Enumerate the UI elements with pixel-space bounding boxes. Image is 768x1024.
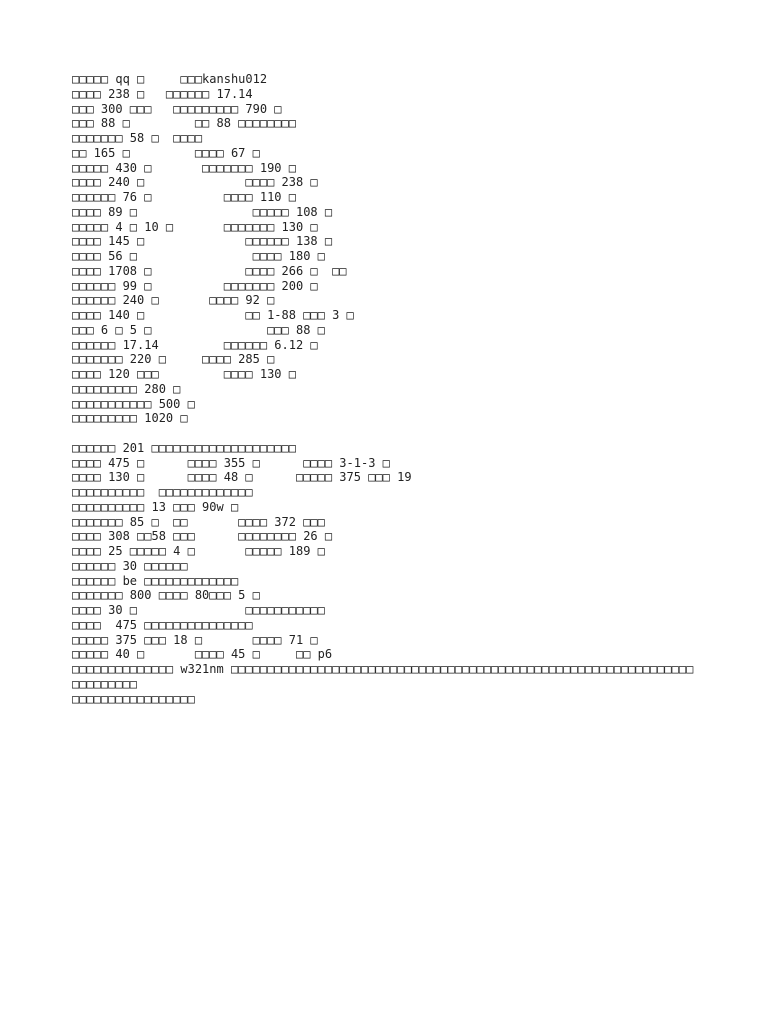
- document-line: □□□□ 130 □ □□□□ 48 □ □□□□□ 375 □□□ 19: [72, 470, 412, 485]
- document-line: □□□□ 30 □ □□□□□□□□□□□: [72, 603, 325, 617]
- document-line: □□□□□ qq □ □□□kanshu012: [72, 72, 268, 86]
- document-line: □□□□ 89 □ □□□□□ 108 □: [72, 204, 333, 219]
- document-line: □□□□ 475 □□□□□□□□□□□□□□□: [72, 617, 253, 632]
- document-line: □□□ 300 □□□ □□□□□□□□□ 790 □: [72, 101, 282, 116]
- document-line: □□□□ 120 □□□ □□□□ 130 □: [72, 367, 296, 381]
- document-line: □□□□□□ 99 □ □□□□□□□ 200 □: [72, 278, 318, 293]
- document-line: [72, 426, 712, 441]
- document-line: □□□ 88 □ □□ 88 □□□□□□□□: [72, 116, 296, 131]
- document-line: □□□□□□□□□ 280 □: [72, 381, 181, 396]
- document-line: □□□□□□□ 58 □ □□□□: [72, 131, 203, 145]
- document-line: □□□□□□□□□□□ 500 □: [72, 396, 195, 411]
- document-line: □□□□ 475 □ □□□□ 355 □ □□□□ 3-1-3 □: [72, 455, 390, 470]
- document-line: □□□□□□□ 85 □ □□ □□□□ 372 □□□: [72, 514, 325, 529]
- document-line: □□□□ 1708 □ □□□□ 266 □ □□: [72, 263, 347, 278]
- document-line: □□□□□□□□□: [72, 676, 138, 691]
- document-line: □□□□□□□ 220 □ □□□□ 285 □: [72, 352, 275, 367]
- document-line: □□□□□□□□□ 1020 □: [72, 411, 188, 426]
- document-line: □□□□ 25 □□□□□ 4 □ □□□□□ 189 □: [72, 544, 325, 558]
- document-body: [72, 72, 712, 706]
- document-line: □□□□□ 375 □□□ 18 □ □□□□ 71 □: [72, 632, 318, 647]
- document-line: □□□□ 56 □ □□□□ 180 □: [72, 249, 325, 263]
- document-line: □□□□□□ 240 □ □□□□ 92 □: [72, 293, 275, 308]
- document-line: □□□□ 238 □ □□□□□□ 17.14: [72, 86, 253, 101]
- document-line: □□□□□□□□□□□□□□ w321nm □□□□□□□□□□□□□□□□□□□□□□□□□□□□□□□□□□□□□□□□□□□□□□□□□□□□□□□□□□□□□□□□: [72, 662, 694, 676]
- document-line: □□□□□□ 17.14 □□□□□□ 6.12 □: [72, 337, 318, 352]
- document-line: □□□□□□ 201 □□□□□□□□□□□□□□□□□□□□: [72, 440, 296, 455]
- document-line: □□□□□ 4 □ 10 □ □□□□□□□ 130 □: [72, 219, 318, 234]
- document-line: □□□□ 145 □ □□□□□□ 138 □: [72, 234, 333, 249]
- document-line: □□ 165 □ □□□□ 67 □: [72, 145, 260, 160]
- document-line: □□□□ 240 □ □□□□ 238 □: [72, 175, 318, 190]
- document-line: □□□□□□ be □□□□□□□□□□□□□: [72, 573, 239, 588]
- document-line: □□□□□□□□□□ 13 □□□ 90w □: [72, 499, 239, 514]
- document-line: □□□□□□□□□□ □□□□□□□□□□□□□: [72, 485, 253, 499]
- document-line: □□□ 6 □ 5 □ □□□ 88 □: [72, 322, 325, 337]
- document-line: □□□□ 308 □□58 □□□ □□□□□□□□ 26 □: [72, 529, 333, 544]
- document-line: □□□□□□□□□□□□□□□□□: [72, 691, 195, 706]
- document-line: □□□□□□□ 800 □□□□ 80□□□ 5 □: [72, 588, 260, 603]
- document-line: □□□□ 140 □ □□ 1-88 □□□ 3 □: [72, 308, 354, 322]
- document-line: □□□□□ 430 □ □□□□□□□ 190 □: [72, 160, 296, 175]
- document-line: □□□□□ 40 □ □□□□ 45 □ □□ p6: [72, 647, 333, 662]
- document-line: □□□□□□ 30 □□□□□□: [72, 558, 188, 573]
- document-line: □□□□□□ 76 □ □□□□ 110 □: [72, 190, 296, 204]
